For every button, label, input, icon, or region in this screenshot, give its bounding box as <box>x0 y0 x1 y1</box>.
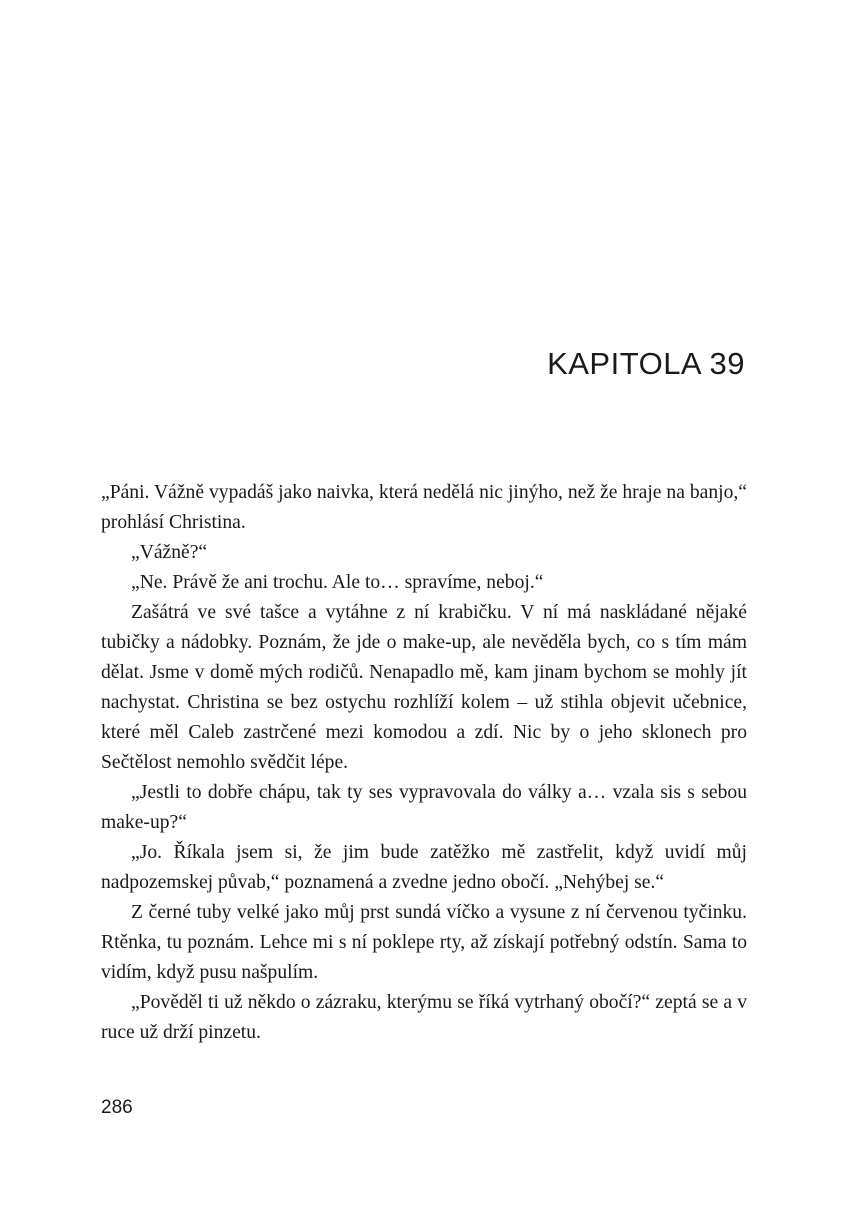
paragraph: Zašátrá ve své tašce a vytáhne z ní krabičku. V ní má naskládané nějaké tubičky a nádobky. Poznám, že jde o make-up, ale nevěděla bych, co s tím mám dělat. Jsme v domě mých rodičů. Nenapadlo mě, kam jinam bychom se mohly jít nachystat. Christina se bez ostychu rozhlíží kolem – už stihla objevit učebnice, které měl Caleb zastrčené mezi komodou a zdí. Nic by o jeho sklonech pro Sečtělost nemohlo svědčit lépe. <box>101 602 747 773</box>
chapter-title: KAPITOLA 39 <box>547 346 745 381</box>
paragraph: „Jo. Říkala jsem si, že jim bude zatěžko mě zastřelit, když uvidí můj nadpozemskej půvab,“ poznamená a zvedne jedno obočí. „Nehýbej se.“ <box>101 842 747 893</box>
paragraph: „Páni. Vážně vypadáš jako naivka, která nedělá nic jinýho, než že hraje na banjo,“ prohlásí Christina. <box>101 482 747 533</box>
chapter-body <box>101 478 747 1048</box>
paragraph: Z černé tuby velké jako můj prst sundá víčko a vysune z ní červenou tyčinku. Rtěnka, tu poznám. Lehce mi s ní poklepe rty, až získají potřebný odstín. Sama to vidím, když pusu našpulím. <box>101 902 747 983</box>
paragraph: „Pověděl ti už někdo o zázraku, kterýmu se říká vytrhaný obočí?“ zeptá se a v ruce už drží pinzetu. <box>101 992 747 1043</box>
paragraph: „Ne. Právě že ani trochu. Ale to… spravíme, neboj.“ <box>131 572 544 593</box>
paragraph: „Vážně?“ <box>131 542 208 563</box>
paragraph: „Jestli to dobře chápu, tak ty ses vypravovala do války a… vzala sis s sebou make-up?“ <box>101 782 747 833</box>
page-number: 286 <box>101 1097 133 1118</box>
